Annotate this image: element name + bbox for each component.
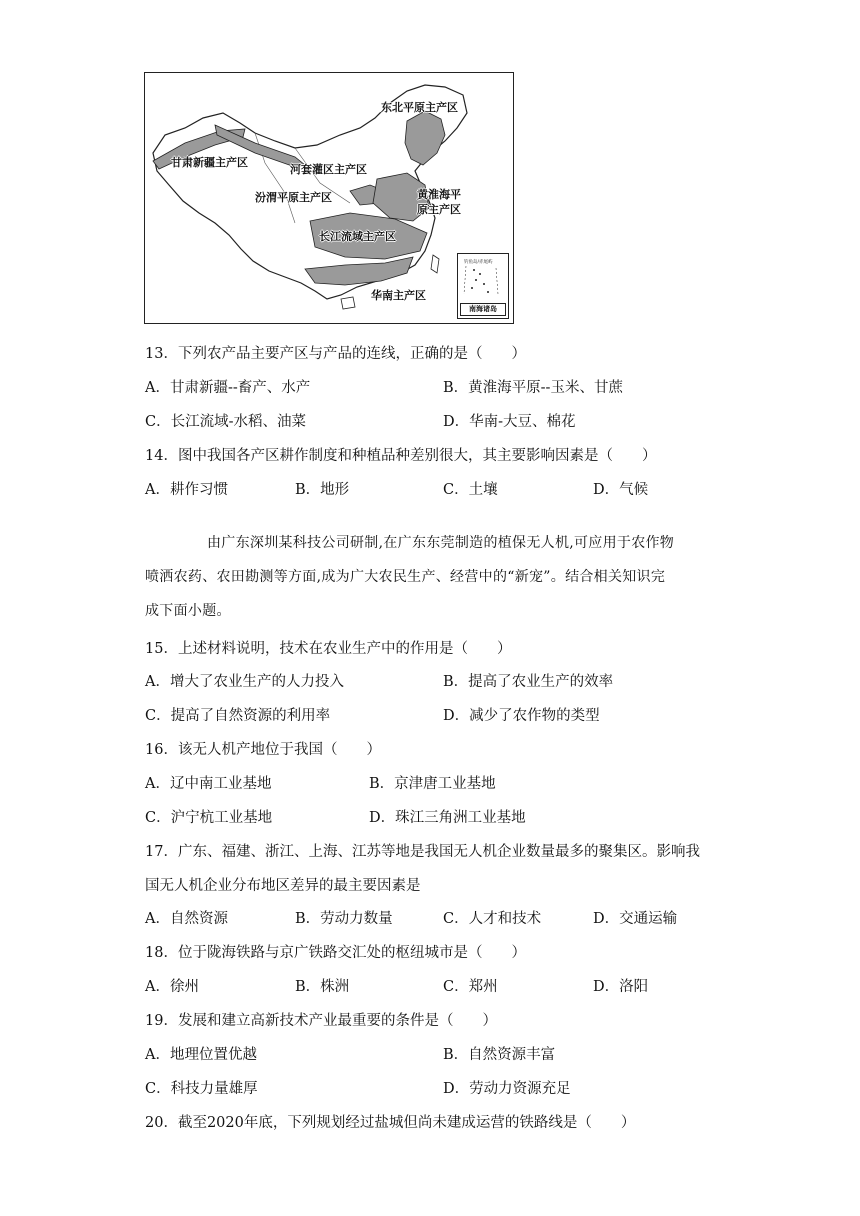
q17-option-a[interactable]: A．自然资源 [145,911,228,927]
q19-option-a[interactable]: A．地理位置优越 [145,1047,257,1063]
q14-option-d[interactable]: D．气候 [593,482,649,498]
q14-option-c[interactable]: C．土壤 [443,482,498,498]
question-17-stem-line2: 国无人机企业分布地区差异的最主要因素是 [145,878,421,894]
q17-option-d[interactable]: D．交通运输 [593,911,678,927]
q14-option-a[interactable]: A．耕作习惯 [145,482,228,498]
q18-option-d[interactable]: D．洛阳 [593,979,649,995]
q13-option-c[interactable]: C．长江流域-水稻、油菜 [145,414,306,430]
q15-option-b[interactable]: B．提高了农业生产的效率 [443,674,614,690]
question-14-stem: 14．图中我国各产区耕作制度和种植品种差别很大，其主要影响因素是（ ） [145,448,657,464]
q13-option-a[interactable]: A．甘肃新疆--畜产、水产 [145,380,311,396]
reading-passage [145,526,725,628]
label-northeast: 东北平原主产区 [381,101,458,114]
q19-option-d[interactable]: D．劳动力资源充足 [443,1081,571,1097]
q18-option-a[interactable]: A．徐州 [145,979,199,995]
q16-option-c[interactable]: C．沪宁杭工业基地 [145,810,273,826]
question-19-stem: 19．发展和建立高新技术产业最重要的条件是（ ） [145,1013,497,1029]
question-13-stem: 13．下列农产品主要产区与产品的连线，正确的是（ ） [145,346,526,362]
q16-option-b[interactable]: B．京津唐工业基地 [369,776,496,792]
passage-line-1: 由广东深圳某科技公司研制,在广东东莞制造的植保无人机,可应用于农作物 [207,535,675,551]
hainan-island [341,297,355,309]
region-south [305,257,413,285]
q16-option-a[interactable]: A．辽中南工业基地 [145,776,272,792]
inset-islands [458,254,506,304]
label-huanghuaihai-line2: 原主产区 [417,203,461,216]
q17-option-c[interactable]: C．人才和技术 [443,911,542,927]
inset-top-text: 钓鱼岛/赤尾屿 [464,260,493,265]
q17-option-b[interactable]: B．劳动力数量 [295,911,393,927]
region-northeast [405,111,445,165]
q14-option-b[interactable]: B．地形 [295,482,350,498]
label-hetao: 河套灌区主产区 [290,163,367,176]
taiwan-island [431,255,439,273]
question-20-stem: 20．截至2020年底，下列规划经过盐城但尚未建成运营的铁路线是（ ） [145,1115,636,1131]
question-15-stem: 15．上述材料说明，技术在农业生产中的作用是（ ） [145,641,512,657]
label-south: 华南主产区 [371,289,426,302]
passage-line-3: 成下面小题。 [145,603,231,619]
south-china-sea-inset [457,253,509,319]
label-huanghuaihai-line1: 黄淮海平 [417,188,461,201]
question-16-stem: 16．该无人机产地位于我国（ ） [145,742,381,758]
q15-option-c[interactable]: C．提高了自然资源的利用率 [145,708,331,724]
inset-title: 南海诸岛 [460,303,506,316]
label-gansu-xinjiang: 甘肃新疆主产区 [171,156,248,169]
q19-option-c[interactable]: C．科技力量雄厚 [145,1081,258,1097]
label-yangtze: 长江流域主产区 [319,230,396,243]
q13-option-b[interactable]: B．黄淮海平原--玉米、甘蔗 [443,380,623,396]
q19-option-b[interactable]: B．自然资源丰富 [443,1047,556,1063]
question-17-stem-line1: 17．广东、福建、浙江、上海、江苏等地是我国无人机企业数量最多的聚集区。影响我 [145,844,700,860]
label-fenwei: 汾渭平原主产区 [255,191,332,204]
question-18-stem: 18．位于陇海铁路与京广铁路交汇处的枢纽城市是（ ） [145,945,526,961]
china-agriculture-map [144,72,514,324]
q13-option-d[interactable]: D．华南-大豆、棉花 [443,414,576,430]
q18-option-c[interactable]: C．郑州 [443,979,498,995]
q18-option-b[interactable]: B．株洲 [295,979,350,995]
q15-option-a[interactable]: A．增大了农业生产的人力投入 [145,674,344,690]
passage-line-2: 喷洒农药、农田勘测等方面,成为广大农民生产、经营中的“新宠”。结合相关知识完 [145,569,666,585]
q15-option-d[interactable]: D．减少了农作物的类型 [443,708,600,724]
q16-option-d[interactable]: D．珠江三角洲工业基地 [369,810,526,826]
